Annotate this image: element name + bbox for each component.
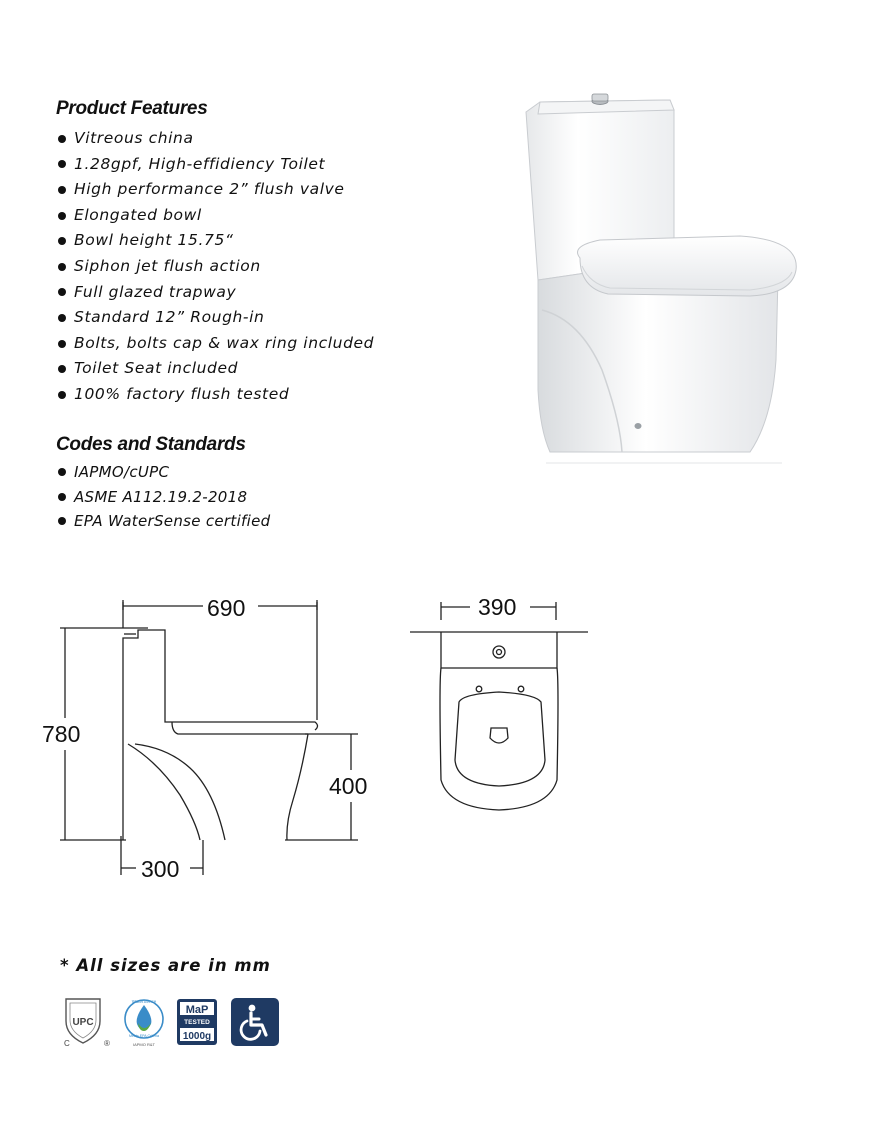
list-item: Siphon jet flush action (56, 254, 374, 280)
watersense-logo (120, 997, 168, 1049)
watersense-sub-text: Meets EPA Criteria (128, 1034, 160, 1038)
list-item: Elongated bowl (56, 203, 374, 229)
units-footnote: * All sizes are in mm (60, 956, 271, 975)
codes-standards-list (56, 460, 270, 534)
list-item: High performance 2” flush valve (56, 177, 374, 203)
bullet-icon (58, 288, 66, 296)
watersense-certifier: IAPMO R&T (132, 1042, 156, 1047)
bullet-icon (58, 365, 66, 373)
registered-mark: ® (104, 1039, 110, 1047)
codes-standards-title: Codes and Standards (56, 434, 246, 455)
bullet-icon (58, 263, 66, 271)
list-item: ASME A112.19.2-2018 (56, 485, 270, 510)
product-features-section (56, 98, 374, 408)
dimension-width: 390 (478, 594, 517, 620)
product-features-list (56, 126, 374, 408)
bullet-icon (58, 186, 66, 194)
bullet-icon (58, 468, 66, 476)
product-features-title: Product Features (56, 98, 208, 119)
list-item: Bolts, bolts cap & wax ring included (56, 331, 374, 357)
dimension-rough-in: 300 (141, 856, 180, 882)
top-view-dimension-drawing (405, 590, 595, 820)
list-item: Bowl height 15.75“ (56, 228, 374, 254)
list-item: Standard 12” Rough-in (56, 305, 374, 331)
list-item: Vitreous china (56, 126, 374, 152)
map-tested-text: TESTED (184, 1019, 210, 1026)
bullet-icon (58, 212, 66, 220)
list-item: 100% factory flush tested (56, 382, 374, 408)
list-item: 1.28gpf, High-effidiency Toilet (56, 152, 374, 178)
bullet-icon (58, 493, 66, 501)
bullet-icon (58, 391, 66, 399)
cupc-c-mark: C (64, 1039, 70, 1047)
bullet-icon (58, 237, 66, 245)
list-item: IAPMO/cUPC (56, 460, 270, 485)
bullet-icon (58, 517, 66, 525)
dimension-height: 780 (42, 721, 81, 747)
watersense-text: WaterSense (131, 999, 157, 1004)
cupc-text: UPC (72, 1017, 94, 1028)
cupc-logo (60, 995, 120, 1047)
bullet-icon (58, 160, 66, 168)
wheelchair-icon (231, 998, 279, 1046)
side-view-dimension-drawing (40, 590, 390, 900)
map-score-text: 1000g (182, 1031, 212, 1042)
list-item: EPA WaterSense certified (56, 509, 270, 534)
dimension-seat-height: 400 (329, 773, 368, 799)
bullet-icon (58, 135, 66, 143)
dimension-length: 690 (207, 595, 246, 621)
list-item: Full glazed trapway (56, 280, 374, 306)
list-item: Toilet Seat included (56, 356, 374, 382)
codes-standards-section (56, 434, 270, 534)
toilet-product-image (510, 80, 810, 470)
bullet-icon (58, 340, 66, 348)
map-text: MaP (185, 1004, 209, 1016)
ada-accessible-logo (231, 998, 279, 1046)
bullet-icon (58, 314, 66, 322)
map-tested-logo (176, 998, 218, 1046)
